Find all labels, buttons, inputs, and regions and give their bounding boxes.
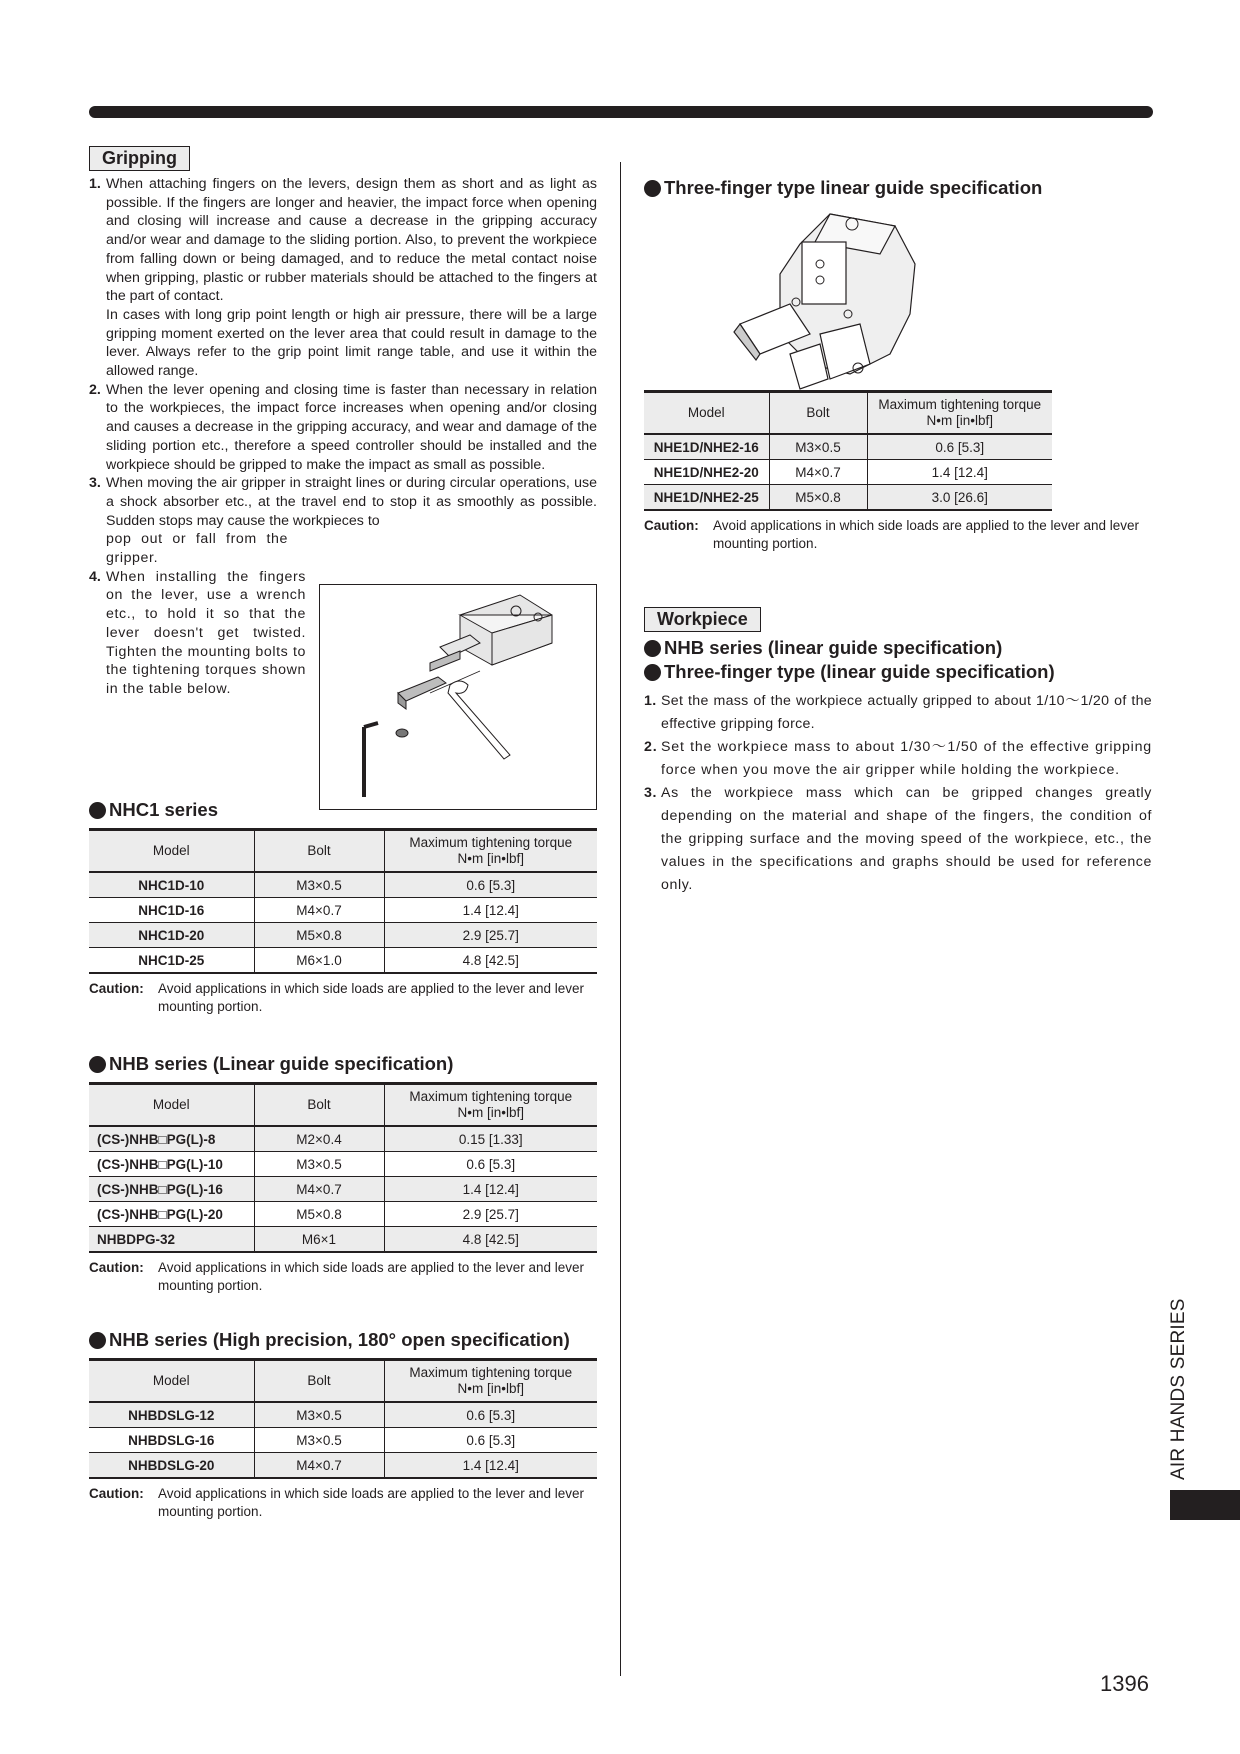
workpiece-note-1: 1. Set the mass of the workpiece actually gripped to about 1/10〜1/20 of the effective gripping force. [644, 693, 1152, 732]
series-side-label: AIR HANDS SERIES [1168, 1298, 1189, 1480]
workpiece-subtitle-nhb: NHB series (linear guide specification) [644, 636, 1152, 660]
table-row: NHBDSLG-12 M3×0.5 0.6 [5.3] [89, 1402, 597, 1428]
note-number: 3. [89, 475, 101, 492]
gripping-section-title: Gripping [89, 146, 190, 171]
workpiece-note-2: 2. Set the workpiece mass to about 1/30〜1/50 of the effective gripping force when you move the air gripper while holding the workpiece. [644, 739, 1152, 778]
workpiece-note-3: 3. As the workpiece mass which can be gripped changes greatly depending on the material and shape of the fingers, the condition of the gripping surface and the moving speed of the workpiece, etc., the values in the specifications and graphs should be used for reference only. [644, 785, 1152, 893]
table-row: NHBDPG-32 M6×1 4.8 [42.5] [89, 1227, 597, 1253]
nhc1-section [89, 798, 597, 1016]
table-row: (CS-)NHB□PG(L)-20 M5×0.8 2.9 [25.7] [89, 1202, 597, 1227]
left-column [89, 146, 597, 699]
table-row: (CS-)NHB□PG(L)-10 M3×0.5 0.6 [5.3] [89, 1152, 597, 1177]
table-row: NHC1D-20 M5×0.8 2.9 [25.7] [89, 923, 597, 948]
table-row: (CS-)NHB□PG(L)-8 M2×0.4 0.15 [1.33] [89, 1126, 597, 1152]
col-header-torque: Maximum tightening torque N•m [in•lbf] [867, 392, 1052, 435]
note-number: 1. [89, 176, 101, 192]
three-finger-gripper-drawing-icon [720, 204, 940, 394]
table-row: NHE1D/NHE2-20 M4×0.7 1.4 [12.4] [644, 460, 1052, 485]
col-header-model: Model [89, 1084, 254, 1127]
bullet-icon [644, 664, 661, 681]
table-row: NHE1D/NHE2-16 M3×0.5 0.6 [5.3] [644, 434, 1052, 460]
bullet-icon [644, 180, 661, 197]
table-row: NHBDSLG-16 M3×0.5 0.6 [5.3] [89, 1428, 597, 1453]
table-row: NHC1D-10 M3×0.5 0.6 [5.3] [89, 872, 597, 898]
workpiece-notes [644, 690, 1152, 897]
nhc1-title: NHC1 series [89, 798, 597, 822]
col-header-torque: Maximum tightening torque N•m [in•lbf] [384, 1084, 597, 1127]
note-number: 2. [89, 381, 101, 398]
gripping-note-3 [89, 474, 597, 568]
nhb-linear-title: NHB series (Linear guide specification) [89, 1052, 597, 1076]
nhb-precision-torque-table [89, 1358, 597, 1479]
col-header-bolt: Bolt [254, 1360, 384, 1403]
nhb-precision-caution: Caution: Avoid applications in which side loads are applied to the lever and lever mounting portion. [89, 1486, 585, 1519]
right-column [644, 176, 1152, 897]
col-header-bolt: Bolt [254, 830, 384, 873]
col-header-torque: Maximum tightening torque N•m [in•lbf] [384, 1360, 597, 1403]
gripping-note-1 [89, 175, 597, 381]
bullet-icon [89, 1056, 106, 1073]
note-text: In cases with long grip point length or high air pressure, there will be a large gripping moment exerted on the lever area that could result in damage to the lever. Always refer to the grip point limit range table, and use it within the allowed range. [106, 306, 597, 380]
top-rule [89, 106, 1153, 118]
workpiece-section [644, 607, 1152, 897]
bullet-icon [89, 802, 106, 819]
table-row: (CS-)NHB□PG(L)-16 M4×0.7 1.4 [12.4] [89, 1177, 597, 1202]
three-finger-title: Three-finger type linear guide specification [644, 176, 1152, 200]
nhb-linear-section [89, 1052, 597, 1295]
col-header-model: Model [89, 830, 254, 873]
page-number: 1396 [1100, 1671, 1149, 1696]
three-finger-caution: Caution: Avoid applications in which side loads are applied to the lever and lever mounting portion. [644, 518, 1140, 551]
gripping-note-2 [89, 381, 597, 475]
series-side-tab [1170, 1490, 1240, 1520]
note-text: When the lever opening and closing time is faster than necessary in relation to the workpieces, the impact force increases when opening and/or closing and causes a decrease in the gripping accuracy, and wear and damage of the sliding portion etc., therefore a speed controller should be installed and the workpiece should be gripped to make the impact as small as possible. [106, 381, 597, 473]
bullet-icon [644, 640, 661, 657]
gripper-wrench-drawing-icon [320, 585, 596, 809]
col-header-model: Model [89, 1360, 254, 1403]
nhb-linear-torque-table [89, 1082, 597, 1253]
workpiece-section-title: Workpiece [644, 607, 761, 632]
table-row: NHC1D-25 M6×1.0 4.8 [42.5] [89, 948, 597, 974]
column-divider [620, 162, 621, 1676]
col-header-torque: Maximum tightening torque N•m [in•lbf] [384, 830, 597, 873]
bullet-icon [89, 1332, 106, 1349]
note-text: When attaching fingers on the levers, design them as short and as light as possible. If the fingers are longer and heavier, the impact force when opening and closing will increase and cause a decrease in the gripping accuracy and/or wear and damage to the sliding portion. Also, to prevent the workpiece from falling down or being damaged, and to reduce the metal contact noise when gripping, plastic or rubber materials should be attached to the fingers at the part of contact. [106, 176, 597, 305]
nhb-linear-caution: Caution: Avoid applications in which side loads are applied to the lever and lever mounting portion. [89, 1260, 585, 1293]
table-row: NHE1D/NHE2-25 M5×0.8 3.0 [26.6] [644, 485, 1052, 511]
col-header-bolt: Bolt [254, 1084, 384, 1127]
nhb-precision-title: NHB series (High precision, 180° open specification) [89, 1328, 597, 1352]
note-number: 4. [89, 568, 101, 585]
three-finger-torque-table [644, 390, 1052, 511]
workpiece-subtitle-three-finger: Three-finger type (linear guide specification) [644, 660, 1152, 684]
table-row: NHC1D-16 M4×0.7 1.4 [12.4] [89, 898, 597, 923]
note-text: When installing the fingers on the lever, use a wrench etc., to hold it so that the lever doesn't get twisted. Tighten the mounting bolts to the tightening torques shown in the table below. [106, 568, 306, 697]
three-finger-gripper-illustration [644, 200, 1152, 390]
table-row: NHBDSLG-20 M4×0.7 1.4 [12.4] [89, 1453, 597, 1479]
note-text: pop out or fall from the gripper. [106, 531, 288, 567]
col-header-model: Model [644, 392, 769, 435]
finger-mounting-illustration [319, 584, 597, 810]
nhb-precision-section [89, 1328, 597, 1521]
nhc1-caution: Caution: Avoid applications in which side loads are applied to the lever and lever mounting portion. [89, 981, 585, 1014]
col-header-bolt: Bolt [769, 392, 867, 435]
nhc1-torque-table [89, 828, 597, 974]
note-text: When moving the air gripper in straight lines or during circular operations, use a shock absorber etc., at the travel end to stop it as smoothly as possible. Sudden stops may cause the workpieces to [106, 475, 597, 529]
